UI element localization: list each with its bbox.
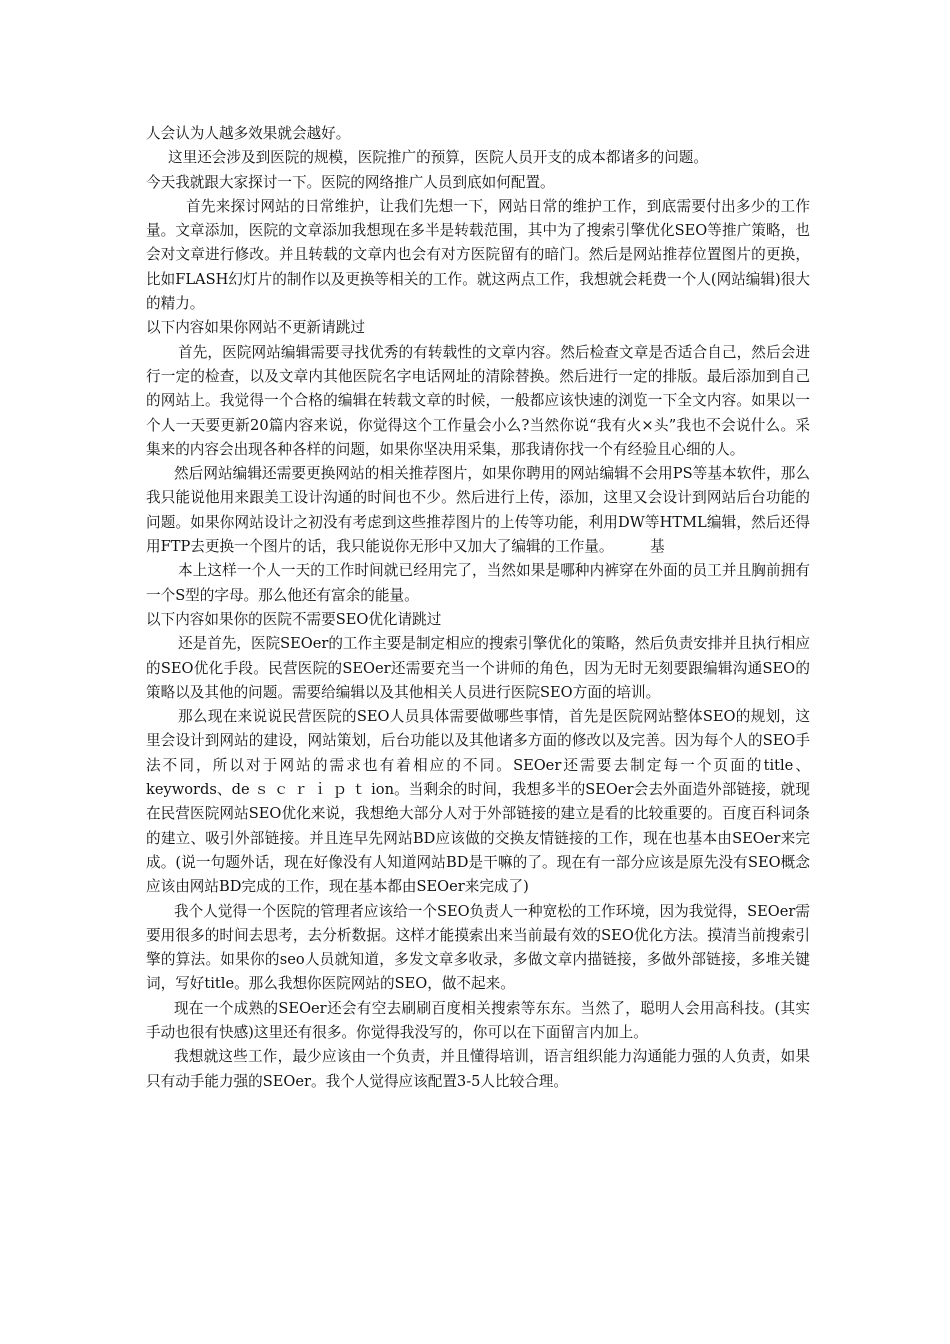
paragraph-10: 我个人觉得一个医院的管理者应该给一个SEO负责人一种宽松的工作环境，因为我觉得，SEOer需要用很多的时间去思考，去分析数据。这样才能摸索出来当前最有效的SEO优化方法。摸清当前搜索引擎的算法。如果你的seo人员就知道，多发文章多收录，多做文章内描链接，多做外部链接，多堆关键词，写好title。那么我想你医院网站的SEO，做不起来。 [146, 902, 810, 993]
paragraph-7: 本上这样一个人一天的工作时间就已经用完了，当然如果是哪种内裤穿在外面的员工并且胸前拥有一个S型的字母。那么他还有富余的能量。 [146, 562, 810, 604]
paragraph-2: 这里还会涉及到医院的规模，医院推广的预算，医院人员开支的成本都诸多的问题。 [168, 149, 708, 167]
paragraph-6: 然后网站编辑还需要更换网站的相关推荐图片，如果你聘用的网站编辑不会用PS等基本软件，那么我只能说他用来跟美工设计沟通的时间也不少。然后进行上传，添加，这里又会设计到网站后台功能的问题。如果你网站设计之初没有考虑到这些推荐图片的上传等功能，利用DW等HTML编辑，然后还得用FTP去更换一个图片的话，我只能说你无形中又加大了编辑的工作量。 基 [146, 465, 810, 556]
paragraph-9: 那么现在来说说民营医院的SEO人员具体需要做哪些事情，首先是医院网站整体SEO的规划，这里会设计到网站的建设，网站策划，后台功能以及其他诸多方面的修改以及完善。因为每个人的SEO手法不同，所以对于网站的需求也有着相应的不同。SEOer还需要去制定每一个页面的title、keywords、de ｓ ｃ ｒ ｉ ｐ ｔ ion。当剩余的时间，我想多半的SEOer会去外面造外部链接，就现在民营医院网站SEO优化来说，我想绝大部分人对于外部链接的建立是看的比较重要的。百度百科词条的建立、吸引外部链接。并且连早先网站BD应该做的交换友情链接的工作，现在也基本由SEOer来完成。(说一句题外话，现在好像没有人知道网站BD是干嘛的了。现在有一部分应该是原先没有SEO概念应该由网站BD完成的工作，现在基本都由SEOer来完成了) [146, 708, 810, 896]
paragraph-1: 人会认为人越多效果就会越好。 [146, 125, 351, 142]
section-note-seo: 以下内容如果你的医院不需要SEO优化请跳过 [146, 610, 442, 628]
paragraph-12: 我想就这些工作，最少应该由一个负责，并且懂得培训，语言组织能力沟通能力强的人负责，如果只有动手能力强的SEOer。我个人觉得应该配置3-5人比较合理。 [146, 1048, 810, 1090]
paragraph-4: 首先来探讨网站的日常维护，让我们先想一下，网站日常的维护工作，到底需要付出多少的工作量。文章添加，医院的文章添加我想现在多半是转载范围，其中为了搜索引擎优化SEO等推广策略，也会对文章进行修改。并且转载的文章内也会有对方医院留有的暗门。然后是网站推荐位置图片的更换，比如FLASH幻灯片的制作以及更换等相关的工作。就这两点工作，我想就会耗费一个人(网站编辑)很大的精力。 [146, 197, 810, 313]
section-note-website: 以下内容如果你网站不更新请跳过 [146, 319, 365, 337]
paragraph-5: 首先，医院网站编辑需要寻找优秀的有转载性的文章内容。然后检查文章是否适合自己，然后会进行一定的检查，以及文章内其他医院名字电话网址的清除替换。然后进行一定的排版。最后添加到自己的网站上。我觉得一个合格的编辑在转载文章的时候，一般都应该快速的浏览一下全文内容。如果以一个人一天要更新20篇内容来说，你觉得这个工作量会小么?当然你说“我有火×头”我也不会说什么。采集来的内容会出现各种各样的问题，如果你坚决用采集，那我请你找一个有经验且心细的人。 [146, 343, 810, 458]
paragraph-3: 今天我就跟大家探讨一下。医院的网络推广人员到底如何配置。 [146, 173, 555, 191]
document-page [146, 122, 810, 1094]
paragraph-8: 还是首先，医院SEOer的工作主要是制定相应的搜索引擎优化的策略，然后负责安排并且执行相应的SEO优化手段。民营医院的SEOer还需要充当一个讲师的角色，因为无时无刻要跟编辑沟通SEO的策略以及其他的问题。需要给编辑以及其他相关人员进行医院SEO方面的培训。 [146, 635, 810, 701]
paragraph-11: 现在一个成熟的SEOer还会有空去刷刷百度相关搜索等东东。当然了，聪明人会用高科技。(其实手动也很有快感)这里还有很多。你觉得我没写的，你可以在下面留言内加上。 [146, 999, 810, 1041]
